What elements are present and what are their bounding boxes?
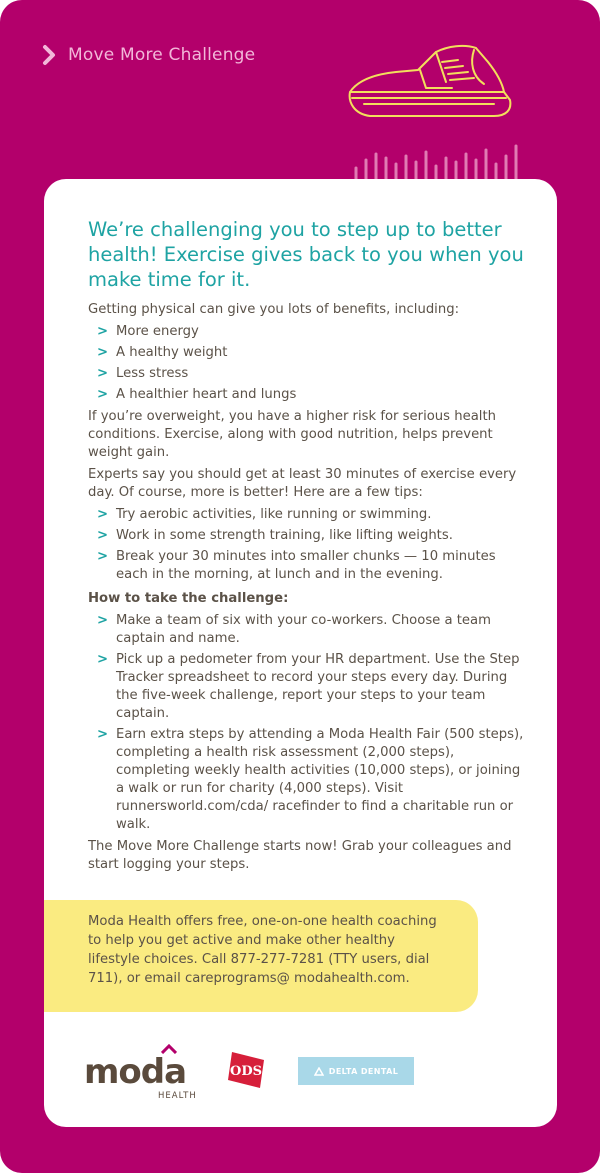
list-item: > Less stress xyxy=(97,366,189,381)
intro-text: Getting physical can give you lots of benefits, including: xyxy=(88,302,460,317)
overweight-text: If you’re overweight, you have a higher risk for serious health conditions. Exercise, along with good nutrition, helps prevent weight gain. xyxy=(88,409,496,460)
ods-logo xyxy=(226,1050,266,1090)
tips-list xyxy=(88,506,528,584)
callout-text: Moda Health offers free, one-on-one health coaching to help you get active and make other healthy lifestyle choices. Call 877-277-7281 (TTY users, dial 711), or email careprograms@ modahealth.com. xyxy=(88,914,437,986)
moda-subtitle: HEALTH xyxy=(158,1091,197,1101)
delta-dental-logo xyxy=(298,1057,414,1085)
chevron-right-icon xyxy=(42,44,56,66)
bullet-icon: > xyxy=(97,345,109,360)
list-item: > Break your 30 minutes into smaller chunks — 10 minutes each in the morning, at lunch and in the evening. xyxy=(97,549,496,582)
moda-wordmark: moda xyxy=(84,1052,187,1092)
list-item: > Work in some strength training, like lifting weights. xyxy=(97,528,453,543)
how-heading: How to take the challenge: xyxy=(88,591,289,606)
coaching-callout xyxy=(44,900,478,1012)
bullet-icon: > xyxy=(97,528,109,543)
bullet-icon: > xyxy=(97,549,109,564)
bullet-icon: > xyxy=(97,324,109,339)
header xyxy=(42,44,255,66)
closing-text: The Move More Challenge starts now! Grab your colleagues and start logging your steps. xyxy=(88,839,512,872)
list-item: > Try aerobic activities, like running or swimming. xyxy=(97,507,432,522)
headline: We’re challenging you to step up to better health! Exercise gives back to you when you make time for it. xyxy=(88,218,524,291)
list-item: > Make a team of six with your co-workers. Choose a team captain and name. xyxy=(97,613,491,646)
content-card xyxy=(44,179,557,1127)
moda-health-logo xyxy=(84,1044,200,1104)
benefits-list xyxy=(88,323,528,404)
bullet-icon: > xyxy=(97,613,109,628)
bullet-icon: > xyxy=(97,366,109,381)
bullet-icon: > xyxy=(97,727,109,742)
list-item: > A healthier heart and lungs xyxy=(97,387,297,402)
delta-triangle-icon xyxy=(314,1067,324,1076)
bullet-icon: > xyxy=(97,387,109,402)
list-item: > Earn extra steps by attending a Moda Health Fair (500 steps), completing a health risk assessment (2,000 steps), completing weekly health activities (10,000 steps), or joining a walk or run for charity (4,000 steps). Visit runnersworld.com/cda/ racefinder to find a charitable run or walk. xyxy=(97,727,524,832)
bullet-icon: > xyxy=(97,507,109,522)
list-item: > Pick up a pedometer from your HR department. Use the Step Tracker spreadsheet to record your steps every day. During the five-week challenge, report your steps to your team captain. xyxy=(97,652,520,721)
logo-row xyxy=(84,1044,524,1104)
page-title: Move More Challenge xyxy=(68,45,256,65)
list-item: > More energy xyxy=(97,324,199,339)
delta-dental-text: DELTA DENTAL xyxy=(328,1066,399,1076)
steps-list xyxy=(88,612,528,834)
step-bars-decoration xyxy=(354,140,534,184)
body-text xyxy=(88,301,528,878)
list-item: > A healthy weight xyxy=(97,345,228,360)
ods-logo-text: ODS xyxy=(230,1064,262,1079)
sneaker-icon xyxy=(344,40,514,130)
bullet-icon: > xyxy=(97,652,109,667)
experts-text: Experts say you should get at least 30 minutes of exercise every day. Of course, more is better! Here are a few tips: xyxy=(88,467,517,500)
